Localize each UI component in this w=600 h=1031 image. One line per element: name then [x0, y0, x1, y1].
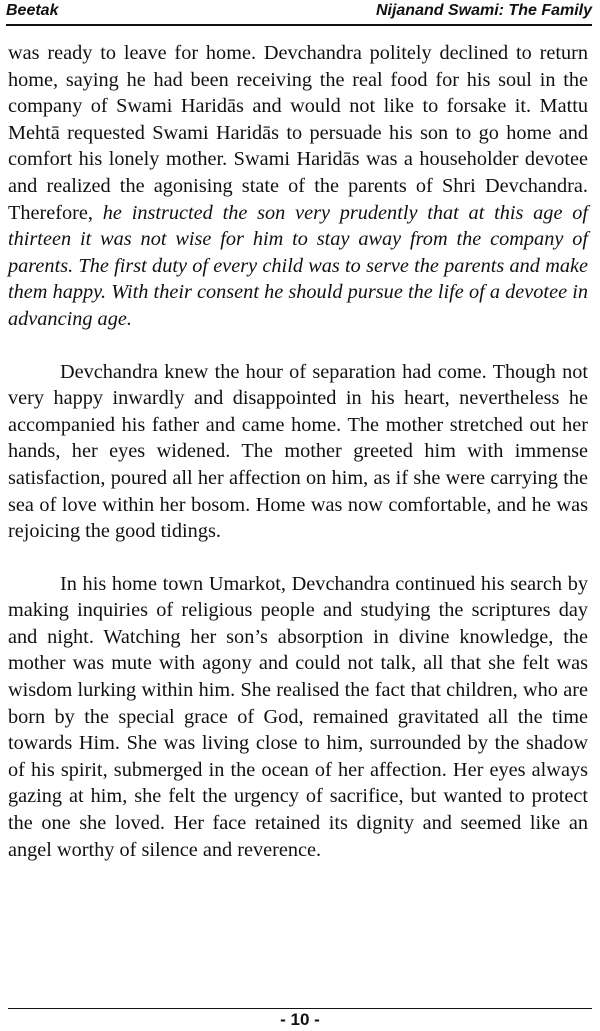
footer-divider — [8, 1008, 592, 1009]
header-chapter-title: Nijanand Swami: The Family — [375, 2, 592, 19]
header-book-title: Beetak — [6, 2, 59, 19]
paragraph-1 — [8, 40, 588, 333]
page-number: - 10 - — [280, 1010, 320, 1029]
paragraph-1-italic-text: he instructed the son very prudently that at this age of thirteen it was not wise for him to stay away from the company of parents. The first duty of every child was to serve the parents and make them happy. With their consent he should pursue the life of a devotee in advancing age. — [8, 201, 588, 330]
running-header — [6, 0, 592, 26]
paragraph-1-text: was ready to leave for home. Devchandra politely declined to return home, saying he had been receiving the real food for his soul in the company of Swami Haridās and would not like to forsake it. Mattu Mehtā requested Swami Haridās to persuade his son to go home and comfort his lonely mother. Swami Haridās was a householder devotee and realized the agonising state of the parents of Shri Devchandra. Therefore, — [8, 42, 588, 224]
page-body — [8, 40, 588, 863]
paragraph-3: In his home town Umarkot, Devchandra continued his search by making inquiries of religious people and studying the scriptures day and night. Watching her son’s absorption in divine knowledge, the mother was mute with agony and could not talk, all that she felt was wisdom lurking within him. She realised the fact that children, who are born by the special grace of God, remained gravitated all the time towards Him. She was living close to him, surrounded by the shadow of his spirit, submerged in the ocean of her affection. Her eyes always gazing at him, she felt the urgency of sacrifice, but wanted to protect the one she loved. Her face retained its dignity and seemed like an angel worthy of silence and reverence. — [8, 572, 588, 861]
paragraph-2: Devchandra knew the hour of separation had come. Though not very happy inwardly and disappointed in his heart, nevertheless he accompanied his father and came home. The mother stretched out her hands, her eyes widened. The mother greeted him with immense satisfaction, poured all her affection on him, as if she were carrying the sea of love within her bosom. Home was now comfortable, and he was rejoicing the good tidings. — [8, 360, 588, 543]
